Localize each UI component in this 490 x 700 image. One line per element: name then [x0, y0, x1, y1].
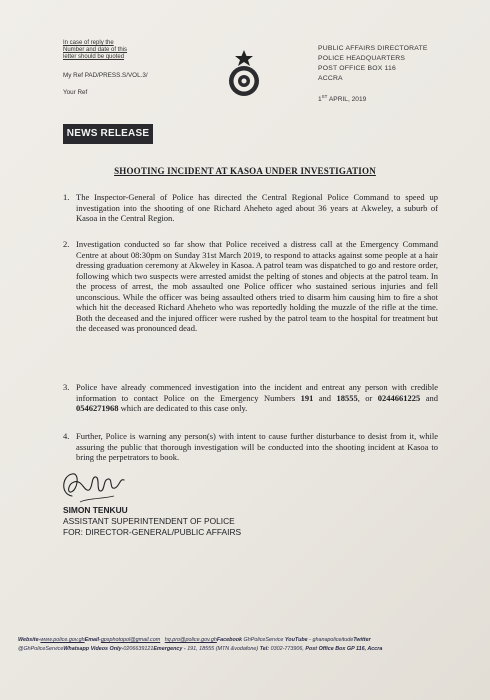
signatory-for: FOR: DIRECTOR-GENERAL/PUBLIC AFFAIRS — [63, 527, 242, 537]
my-ref-value: PAD/PRESS.S/VOL.3/ — [84, 72, 148, 79]
facebook-handle: GhPoliceService — [242, 637, 284, 643]
address-line: POLICE HEADQUARTERS — [318, 55, 406, 62]
signatory-name: SIMON TENKUU — [63, 505, 128, 515]
date-rest: APRIL, 2019 — [327, 96, 367, 104]
paragraph-4 — [63, 431, 438, 463]
paragraph-text-part: , or — [357, 392, 378, 403]
reply-note-line: letter should be quoted — [63, 54, 125, 60]
paragraph-number: 2. — [63, 239, 70, 249]
paragraph-text: Further, Police is warning any person(s) with intent to cause further disturbance to desist from it, while assuring the public that thorough investigation will be conducted into the shooting incident at Kasoa to bring the perpetrators to book. — [76, 431, 438, 462]
paragraph-number: 3. — [63, 382, 70, 392]
youtube-handle: - ghanapoliceitude — [307, 637, 354, 643]
signatory-rank: ASSISTANT SUPERINTENDENT OF POLICE — [63, 516, 235, 526]
police-crest-icon — [224, 48, 264, 98]
footer-row-2 — [18, 645, 473, 654]
my-ref-label: My Ref — [63, 72, 83, 79]
reply-note-line: Number and date of this — [63, 47, 128, 53]
email-link[interactable]: hq.pro@police.gov.gh — [164, 637, 217, 643]
tel-label: Tel: — [259, 646, 270, 652]
reply-note — [63, 40, 133, 61]
paragraph-text-part: and — [420, 392, 438, 403]
phone-number: 0546271968 — [76, 403, 119, 413]
date-day: 1 — [318, 96, 322, 104]
twitter-label: Twitter — [353, 637, 371, 643]
news-release-badge: NEWS RELEASE — [63, 124, 153, 144]
paragraph-text-part: Police have already commenced investigation into the incident and entreat any person with credible information to contact Police on the Emergency Numbers — [76, 382, 438, 403]
tel-number: 0302-773906, — [269, 646, 306, 652]
paragraph-2 — [63, 239, 438, 334]
paragraph-text-part: and — [313, 392, 337, 403]
paragraph-number: 1. — [63, 192, 70, 202]
paragraph-number: 4. — [63, 431, 70, 441]
your-ref-label: Your Ref — [63, 89, 88, 96]
signatory-block — [63, 505, 241, 538]
phone-number: 0244661225 — [377, 392, 421, 403]
address-line: POST OFFICE BOX 116 — [318, 65, 396, 72]
email-link[interactable]: gpsphotopol@gmail.com — [100, 637, 161, 643]
youtube-label: YouTube — [284, 637, 308, 643]
twitter-handle: @GhPoliceService — [18, 646, 64, 652]
my-ref — [63, 72, 148, 79]
release-title: SHOOTING INCIDENT AT KASOA UNDER INVESTIGATION — [114, 166, 376, 176]
paragraph-text: Investigation conducted so far show that Police received a distress call at the Emergency Command Centre at about 08:30pm on Sunday 31st March 2019, to respond to attacks against some people at a hair dressing graduation ceremony at Akweley in Kasoa. A patrol team was dispatched to go and restore order, following which two suspects were arrested amidst the pelting of stones and objects at the patrol team. In the process of arrest, the mob assaulted one Police officer who sustained serious injuries and fell unconscious. While the officer was being assaulted others tried to disarm him causing him to fire a shot which hit the deceased Richard Aheheto who was reportedly holding the muzzle of the rifle at the time. Both the deceased and the injured officer were rushed by the patrol team to the hospital for treatment but the deceased was pronounced dead. — [76, 239, 438, 333]
whatsapp-number: 0206639121 — [123, 646, 154, 652]
signature-image — [58, 466, 130, 506]
paragraph-3 — [63, 382, 438, 414]
contact-footer — [18, 636, 473, 654]
website-link[interactable]: www.police.gov.gh — [40, 637, 85, 643]
directorate-address — [318, 44, 428, 84]
your-ref — [63, 89, 87, 96]
paragraph-1 — [63, 192, 438, 224]
website-label: Website- — [18, 637, 41, 643]
paragraph-text: The Inspector-General of Police has directed the Central Regional Police Command to speed up investigation into the shooting of one Richard Aheheto aged about 36 years at Akweley, a suburb of Kasoa in the Central Region. — [76, 192, 438, 223]
emergency-label: Emergency - — [153, 646, 188, 652]
release-date — [318, 94, 366, 103]
footer-row-1 — [18, 636, 473, 645]
address-line: ACCRA — [318, 75, 343, 82]
emergency-number: 18555 — [336, 392, 358, 403]
post-office-box: Post Office Box GP 116, Accra — [305, 646, 383, 652]
reply-note-line: In case of reply the — [63, 40, 114, 46]
paragraph-text-part: which are dedicated to this case only. — [118, 403, 248, 413]
emergency-number: 191 — [300, 392, 314, 403]
emergency-numbers: 191, 18555 (MTN &vodafone) — [187, 646, 260, 652]
whatsapp-label: Whatsapp Videos Only- — [63, 646, 124, 652]
email-label: Email- — [84, 637, 101, 643]
date-suffix: ST — [321, 94, 328, 99]
paragraph-text — [76, 382, 438, 414]
address-line: PUBLIC AFFAIRS DIRECTORATE — [318, 45, 428, 52]
facebook-label: Facebook — [216, 637, 243, 643]
